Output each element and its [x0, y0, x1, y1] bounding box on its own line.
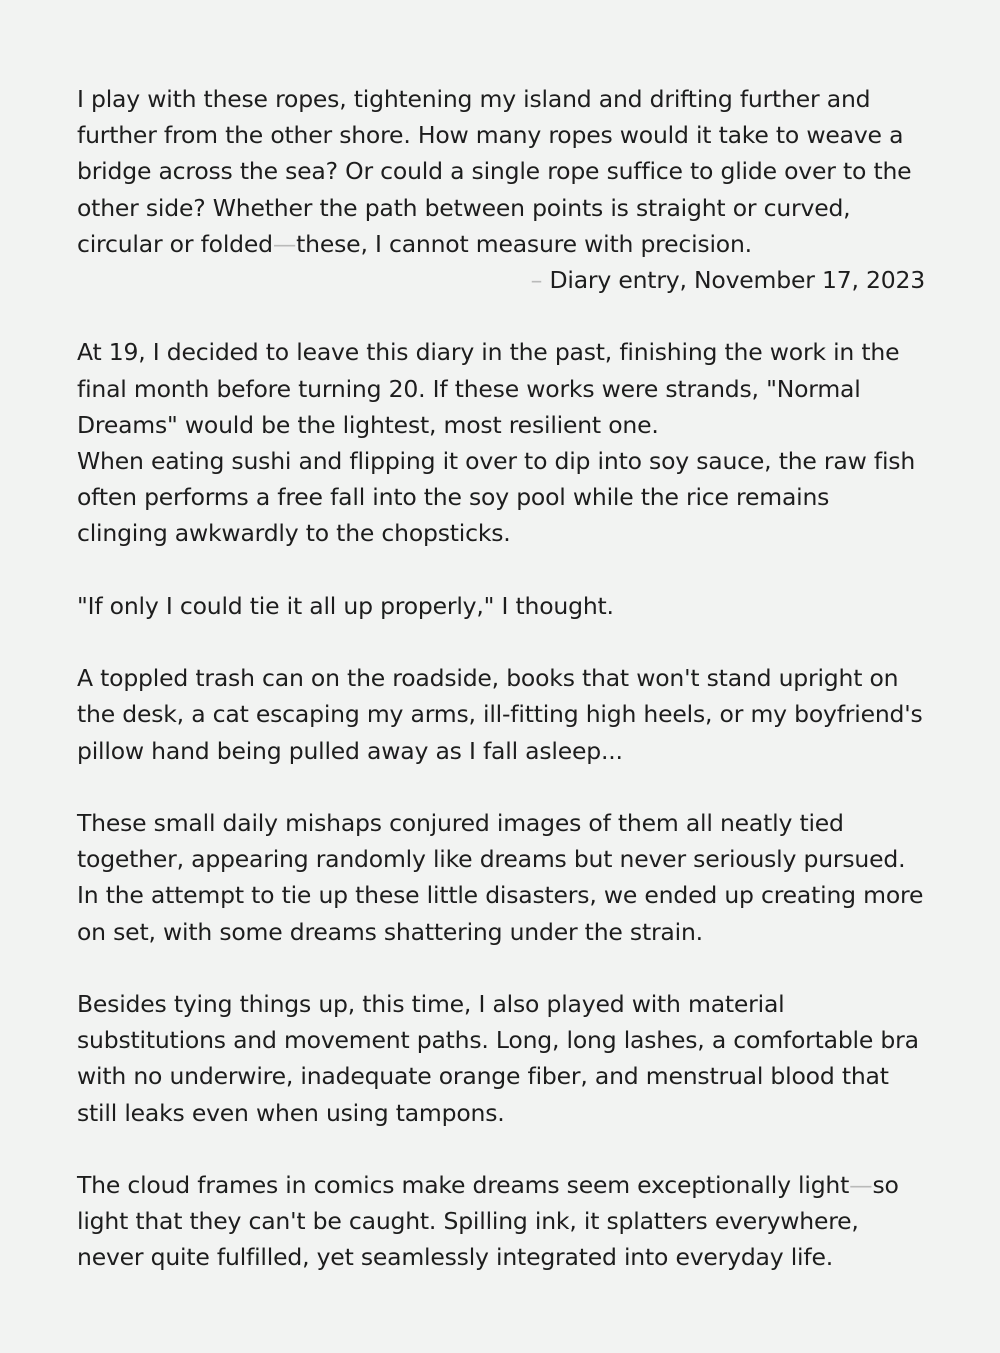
paragraph-cloud-frames	[77, 1167, 925, 1276]
paragraph-diary-decision: At 19, I decided to leave this diary in the past, finishing the work in the final month before turning 20. If these works were strands, "Normal Dreams" would be the lightest, most resilient one.	[77, 338, 900, 439]
diary-quote-text: I play with these ropes, tightening my island and drifting further and further from the other shore. How many ropes would it take to weave a bridge across the sea? Or could a single rope suffice to glide over to the other side? Whether the path between points is straight or curved, circular or folded	[77, 85, 912, 258]
diary-quote-text-continued: these, I cannot measure with precision.	[296, 229, 752, 258]
paragraph-gap	[77, 624, 925, 660]
paragraph-gap	[77, 1131, 925, 1167]
em-dash: —	[272, 229, 297, 258]
paragraph-sushi: When eating sushi and flipping it over to dip into soy sauce, the raw fish often performs a free fall into the soy pool while the rice remains clinging awkwardly to the chopsticks.	[77, 447, 916, 548]
diary-quote-paragraph	[77, 81, 925, 262]
cloud-frames-text-continued: so light that they can't be caught. Spilling ink, it splatters everywhere, never quite fulfilled, yet seamlessly integrated into everyday life.	[77, 1171, 899, 1272]
attribution-text: Diary entry, November 17, 2023	[542, 266, 925, 295]
paragraph-gap	[77, 950, 925, 986]
paragraph-mishaps-list: A toppled trash can on the roadside, books that won't stand upright on the desk, a cat escaping my arms, ill-fitting high heels, or my boyfriend's pillow hand being pulled away as I fall asleep...	[77, 664, 923, 765]
paragraph-gap	[77, 769, 925, 805]
paragraph-materials: Besides tying things up, this time, I also played with material substitutions and movement paths. Long, long lashes, a comfortable bra with no underwire, inadequate orange fiber, and menstrual blood that still leaks even when using tampons.	[77, 990, 919, 1127]
paragraph-mishaps-tied: These small daily mishaps conjured images of them all neatly tied together, appearing randomly like dreams but never seriously pursued. In the attempt to tie up these little disasters, we ended up creating more on set, with some dreams shattering under the strain.	[77, 809, 924, 946]
paragraph-gap	[77, 552, 925, 588]
paragraph-thought: "If only I could tie it all up properly," I thought.	[77, 591, 614, 620]
paragraph-gap	[77, 298, 925, 334]
attribution-dash: –	[530, 266, 543, 295]
cloud-frames-text: The cloud frames in comics make dreams seem exceptionally light	[77, 1171, 850, 1199]
article-body	[77, 81, 925, 1276]
em-dash: —	[849, 1171, 873, 1199]
diary-attribution	[77, 262, 925, 298]
